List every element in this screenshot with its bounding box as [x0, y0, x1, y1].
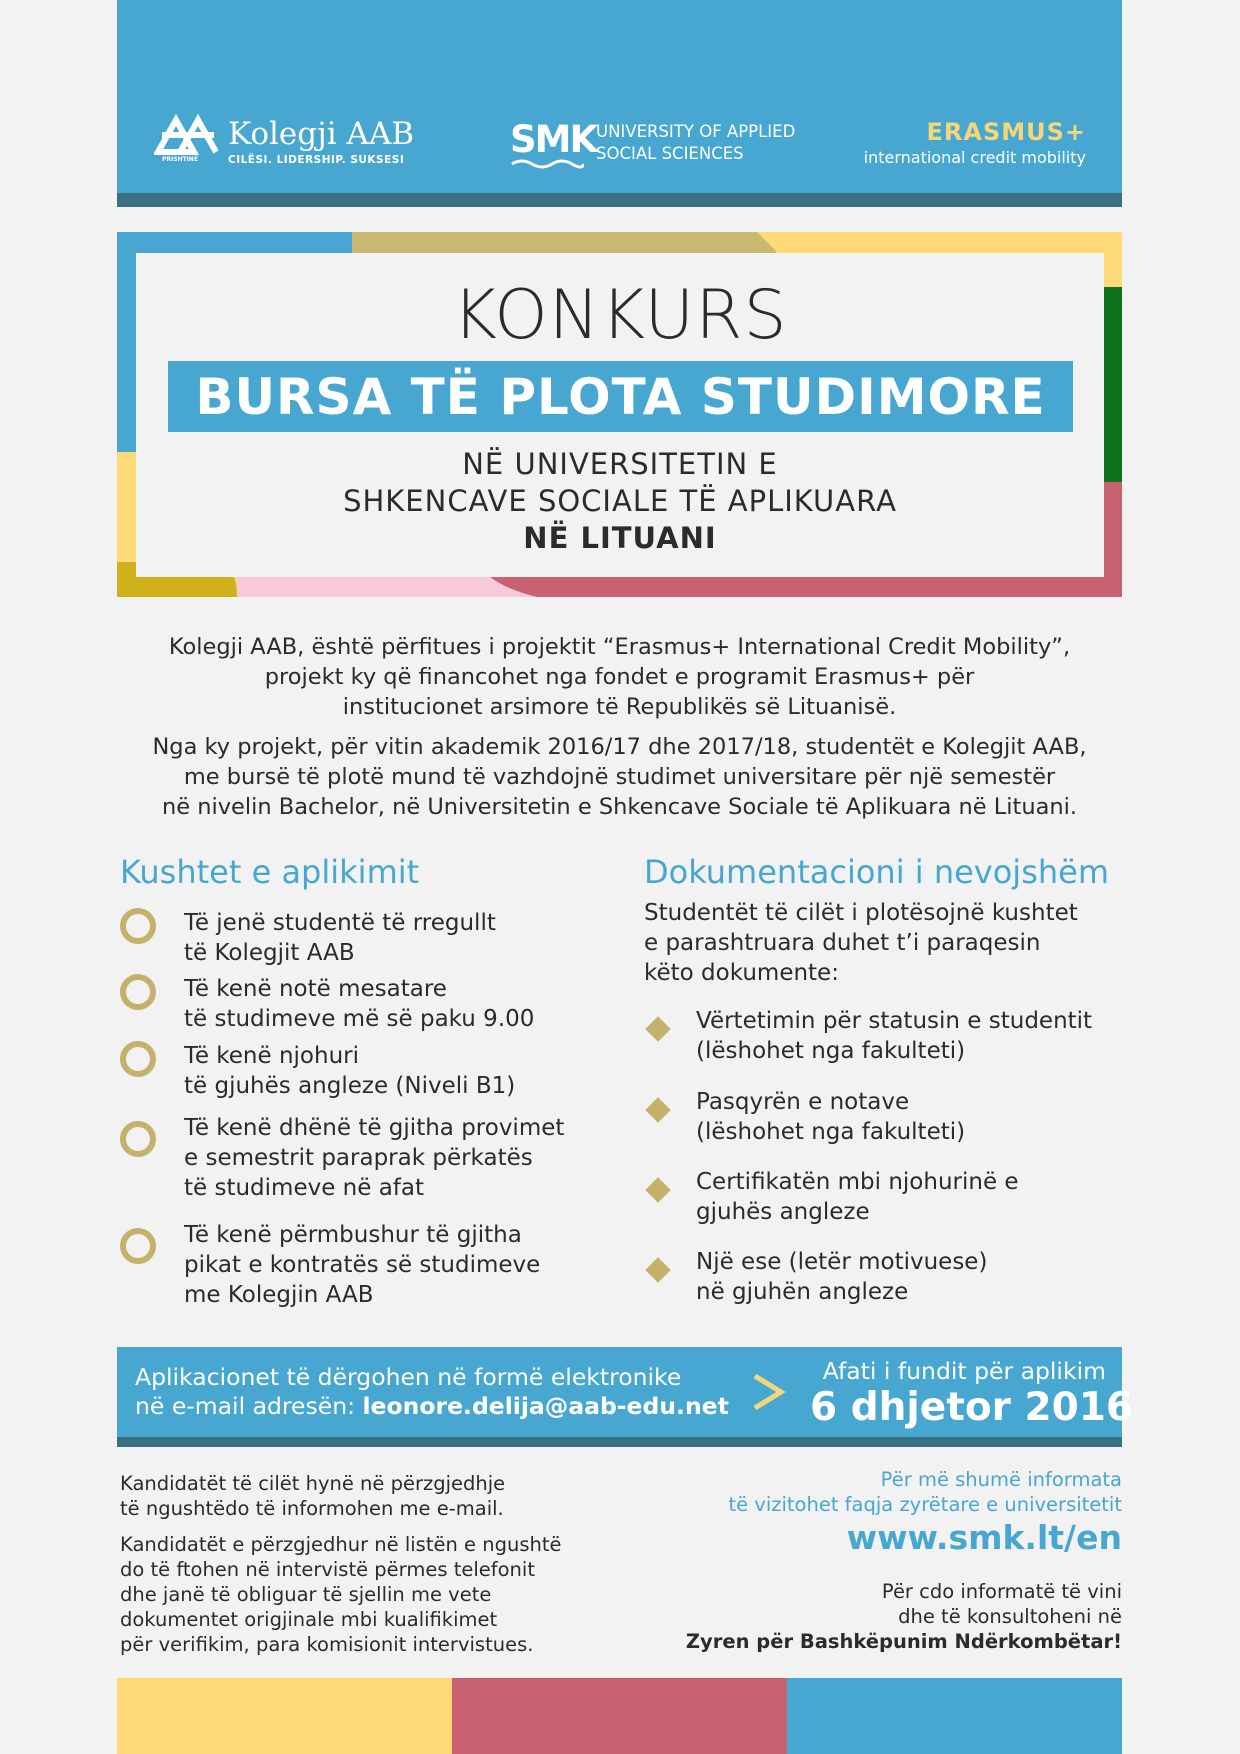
bottom-bar-blue	[787, 1678, 1122, 1754]
document-line: gjuhës angleze	[696, 1199, 870, 1225]
ring-bullet-icon	[120, 974, 156, 1010]
condition-line: me Kolegjin AAB	[184, 1282, 374, 1308]
diamond-bullet-icon	[645, 1016, 670, 1041]
condition-text	[184, 908, 496, 968]
bottom-bar-yellow	[117, 1678, 452, 1754]
diamond-bullet-icon	[645, 1097, 670, 1122]
condition-text	[184, 1220, 540, 1310]
diamond-bullet-icon	[645, 1257, 670, 1282]
document-line: Një ese (letër motivuese)	[696, 1249, 988, 1275]
website-link[interactable]: www.smk.lt/en	[846, 1518, 1122, 1557]
condition-line: pikat e kontratës së studimeve	[184, 1252, 541, 1278]
conditions-heading: Kushtet e aplikimit	[120, 853, 420, 891]
document-line: Pasqyrën e notave	[696, 1089, 910, 1115]
document-text	[696, 1247, 987, 1307]
footer-line: dokumentet origjinale mbi kualifikimet	[120, 1608, 498, 1631]
footer-line: Kandidatët të cilët hynë në përzgjedhje	[120, 1472, 506, 1495]
condition-text	[184, 1041, 515, 1101]
condition-line: Të kenë notë mesatare	[184, 976, 447, 1002]
intro-line: projekt ky që financohet nga fondet e programit Erasmus+ për	[264, 664, 975, 690]
intro-line: me bursë të plotë mund të vazhdojnë studimet universitare për një semestër	[183, 764, 1056, 790]
smk-line1: UNIVERSITY OF APPLIED	[596, 122, 796, 141]
documents-intro-line: këto dokumente:	[644, 960, 839, 986]
title-line-3: NË LITUANI	[523, 521, 717, 555]
subtitle: BURSA TË PLOTA STUDIMORE	[195, 368, 1046, 426]
aab-emblem-icon	[154, 112, 220, 160]
condition-line: të studimeve në afat	[184, 1175, 425, 1201]
footer-line: dhe janë të obliguar të sjellin me vete	[120, 1583, 492, 1606]
document-line: (lëshohet nga fakulteti)	[696, 1038, 966, 1064]
contact-note	[600, 1579, 1122, 1654]
condition-line: Të jenë studentë të rregullt	[184, 910, 496, 936]
more-info-note	[600, 1467, 1122, 1517]
ring-bullet-icon	[120, 1228, 156, 1264]
condition-line: të gjuhës angleze (Niveli B1)	[184, 1073, 516, 1099]
more-info-line: Për më shumë informata	[880, 1468, 1122, 1491]
aab-tagline: CILËSI. LIDERSHIP. SUKSESI	[228, 154, 405, 166]
document-text	[696, 1087, 965, 1147]
document-line: në gjuhën angleze	[696, 1279, 909, 1305]
application-banner-strip	[117, 1437, 1122, 1447]
documents-intro	[644, 898, 1078, 988]
footer-note-2	[120, 1532, 562, 1657]
document-line: Certifikatën mbi njohurinë e	[696, 1169, 1019, 1195]
aab-city: PRISHTINË	[162, 156, 199, 163]
erasmus-subtitle: international credit mobility	[863, 148, 1086, 167]
documents-intro-line: Studentët të cilët i plotësojnë kushtet	[644, 900, 1078, 926]
intro-line: në nivelin Bachelor, në Universitetin e Shkencave Sociale të Aplikuara në Lituani.	[161, 794, 1078, 820]
condition-line: Të kenë njohuri	[184, 1043, 360, 1069]
page-title: KONKURS	[452, 276, 788, 355]
diamond-bullet-icon	[645, 1177, 670, 1202]
intro-paragraph-2	[117, 732, 1122, 822]
footer-note-1	[120, 1471, 505, 1521]
condition-text	[184, 1113, 564, 1203]
erasmus-title: ERASMUS+	[926, 118, 1086, 146]
condition-line: të studimeve më së paku 9.00	[184, 1006, 535, 1032]
contact-line: dhe të konsultoheni në	[898, 1605, 1122, 1628]
smk-line2: SOCIAL SCIENCES	[596, 144, 744, 163]
aab-name: Kolegji AAB	[228, 116, 415, 152]
erasmus-label	[820, 118, 1086, 167]
condition-line: Të kenë dhënë të gjitha provimet	[184, 1115, 565, 1141]
email-prefix: në e-mail adresën:	[135, 1392, 363, 1420]
bottom-bar-red	[452, 1678, 787, 1754]
smk-abbr: SMK	[510, 118, 597, 161]
condition-line: Të kenë përmbushur të gjitha	[184, 1222, 522, 1248]
condition-text	[184, 974, 534, 1034]
document-text	[696, 1167, 1019, 1227]
intro-line: institucionet arsimore të Republikës së Lituanisë.	[342, 694, 897, 720]
header-strip	[117, 193, 1122, 207]
condition-line: të Kolegjit AAB	[184, 940, 355, 966]
contact-line: Për cdo informatë të vini	[881, 1580, 1122, 1603]
ring-bullet-icon	[120, 1041, 156, 1077]
chevron-right-icon	[751, 1373, 787, 1411]
application-line-2	[135, 1392, 729, 1420]
title-line-2: SHKENCAVE SOCIALE TË APLIKUARA	[343, 484, 897, 518]
footer-line: për verifikim, para komisionit intervistues.	[120, 1633, 534, 1656]
document-text	[696, 1006, 1092, 1066]
footer-line: të ngushtëdo të informohen me e-mail.	[120, 1497, 504, 1520]
deadline-date: 6 dhjetor 2016	[810, 1385, 1134, 1430]
ring-bullet-icon	[120, 1121, 156, 1157]
title-line-1: NË UNIVERSITETIN E	[462, 447, 778, 481]
footer-line: Kandidatët e përzgjedhur në listën e ngushtë	[120, 1533, 562, 1556]
office-name: Zyren për Bashkëpunim Ndërkombëtar!	[685, 1630, 1122, 1653]
deadline-label: Afati i fundit për aplikim	[822, 1357, 1106, 1385]
email-link[interactable]: leonore.delija@aab-edu.net	[362, 1392, 729, 1420]
intro-paragraph-1	[117, 632, 1122, 722]
footer-line: do të ftohen në intervistë përmes telefonit	[120, 1558, 535, 1581]
application-line-1: Aplikacionet të dërgohen në formë elektronike	[135, 1363, 682, 1391]
intro-line: Nga ky projekt, për vitin akademik 2016/17 dhe 2017/18, studentët e Kolegjit AAB,	[152, 734, 1087, 760]
smk-wave-icon	[510, 158, 584, 170]
intro-line: Kolegji AAB, është përfitues i projektit “Erasmus+ International Credit Mobility”,	[168, 634, 1071, 660]
document-line: Vërtetimin për statusin e studentit	[696, 1008, 1093, 1034]
document-line: (lëshohet nga fakulteti)	[696, 1119, 966, 1145]
more-info-line: të vizitohet faqja zyrëtare e universitetit	[728, 1493, 1122, 1516]
ring-bullet-icon	[120, 908, 156, 944]
documents-intro-line: e parashtruara duhet t’i paraqesin	[644, 930, 1041, 956]
documents-heading: Dokumentacioni i nevojshëm	[644, 853, 1109, 891]
condition-line: e semestrit paraprak përkatës	[184, 1145, 533, 1171]
